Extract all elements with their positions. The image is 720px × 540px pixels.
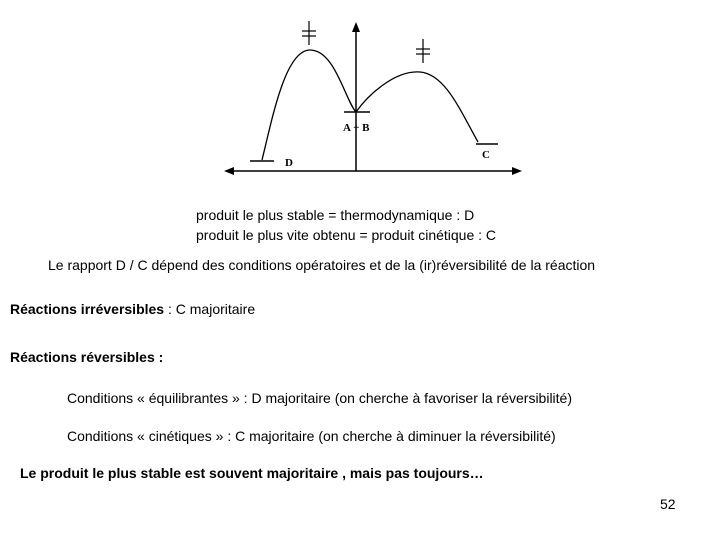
transition-state-left-mark	[302, 21, 316, 45]
reversible-heading: Réactions réversibles :	[10, 349, 164, 365]
label-ab: A + B	[343, 122, 370, 134]
energy-curve	[262, 50, 478, 160]
label-c: C	[482, 149, 490, 161]
equilibrating-conditions-line: Conditions « équilibrantes » : D majoritaire (on cherche à favoriser la réversibilité)	[67, 390, 573, 406]
irreversible-heading: Réactions irréversibles	[10, 301, 165, 317]
ratio-line: Le rapport D / C dépend des conditions opératoires et de la (ir)réversibilité de la réaction	[48, 257, 596, 273]
energy-profile-diagram	[0, 0, 720, 205]
stable-product-line: produit le plus stable = thermodynamique : D	[196, 207, 475, 223]
irreversible-result: : C majoritaire	[164, 301, 256, 317]
irreversible-line	[10, 301, 255, 317]
fast-product-line: produit le plus vite obtenu = produit cinétique : C	[196, 227, 497, 243]
kinetic-conditions-line: Conditions « cinétiques » : C majoritaire (on cherche à diminuer la réversibilité)	[67, 428, 556, 444]
label-d: D	[285, 157, 293, 169]
axis-arrow-right	[512, 167, 522, 175]
vertical-axis-arrow	[352, 22, 360, 32]
conclusion-line: Le produit le plus stable est souvent majoritaire , mais pas toujours…	[20, 465, 484, 481]
page-number: 52	[660, 496, 676, 512]
axis-arrow-left	[224, 167, 234, 175]
transition-state-right-mark	[416, 39, 430, 63]
